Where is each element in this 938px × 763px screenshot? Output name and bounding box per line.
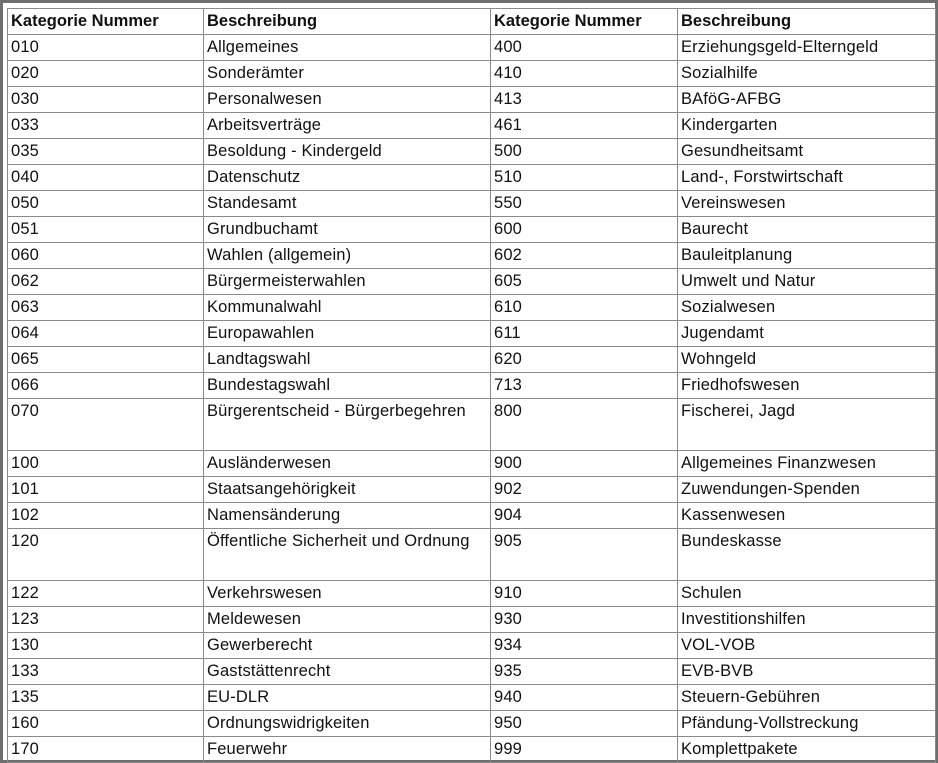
description-left: Staatsangehörigkeit xyxy=(204,477,491,503)
description-right: Investitionshilfen xyxy=(678,607,936,633)
category-number-left: 100 xyxy=(8,451,204,477)
description-right: Komplettpakete xyxy=(678,737,936,763)
category-number-left: 102 xyxy=(8,503,204,529)
table-row xyxy=(8,61,936,87)
category-number-left: 130 xyxy=(8,633,204,659)
description-left: EU-DLR xyxy=(204,685,491,711)
category-number-left: 050 xyxy=(8,191,204,217)
description-right: Pfändung-Vollstreckung xyxy=(678,711,936,737)
description-right: Gesundheitsamt xyxy=(678,139,936,165)
category-number-left: 033 xyxy=(8,113,204,139)
table-row xyxy=(8,113,936,139)
table-row xyxy=(8,217,936,243)
description-right: Bundeskasse xyxy=(678,529,936,581)
description-left: Wahlen (allgemein) xyxy=(204,243,491,269)
description-right: Vereinswesen xyxy=(678,191,936,217)
category-number-left: 123 xyxy=(8,607,204,633)
category-number-left: 051 xyxy=(8,217,204,243)
category-number-right: 930 xyxy=(491,607,678,633)
description-left: Gaststättenrecht xyxy=(204,659,491,685)
table-row xyxy=(8,659,936,685)
description-left: Arbeitsverträge xyxy=(204,113,491,139)
description-right: Baurecht xyxy=(678,217,936,243)
category-number-left: 062 xyxy=(8,269,204,295)
description-left: Ordnungswidrigkeiten xyxy=(204,711,491,737)
description-left: Gewerberecht xyxy=(204,633,491,659)
category-number-right: 461 xyxy=(491,113,678,139)
category-number-right: 950 xyxy=(491,711,678,737)
header-row xyxy=(8,9,936,35)
category-number-left: 040 xyxy=(8,165,204,191)
description-left: Besoldung - Kindergeld xyxy=(204,139,491,165)
table-row xyxy=(8,373,936,399)
category-number-right: 902 xyxy=(491,477,678,503)
category-number-right: 602 xyxy=(491,243,678,269)
table-row xyxy=(8,295,936,321)
category-number-right: 935 xyxy=(491,659,678,685)
description-right: Bauleitplanung xyxy=(678,243,936,269)
description-right: Steuern-Gebühren xyxy=(678,685,936,711)
category-number-right: 934 xyxy=(491,633,678,659)
category-number-left: 160 xyxy=(8,711,204,737)
category-number-right: 413 xyxy=(491,87,678,113)
category-number-right: 800 xyxy=(491,399,678,451)
category-number-right: 905 xyxy=(491,529,678,581)
table-row xyxy=(8,321,936,347)
table-row xyxy=(8,347,936,373)
category-number-left: 035 xyxy=(8,139,204,165)
category-number-right: 400 xyxy=(491,35,678,61)
table-row xyxy=(8,399,936,451)
description-left: Öffentliche Sicherheit und Ordnung xyxy=(204,529,491,581)
category-number-left: 064 xyxy=(8,321,204,347)
category-number-right: 904 xyxy=(491,503,678,529)
description-right: Zuwendungen-Spenden xyxy=(678,477,936,503)
table-row xyxy=(8,685,936,711)
description-right: Erziehungsgeld-Elterngeld xyxy=(678,35,936,61)
description-right: Schulen xyxy=(678,581,936,607)
category-number-left: 135 xyxy=(8,685,204,711)
table-row xyxy=(8,503,936,529)
description-left: Bürgermeisterwahlen xyxy=(204,269,491,295)
description-right: Allgemeines Finanzwesen xyxy=(678,451,936,477)
category-number-left: 122 xyxy=(8,581,204,607)
category-number-right: 600 xyxy=(491,217,678,243)
table-row xyxy=(8,711,936,737)
description-right: BAföG-AFBG xyxy=(678,87,936,113)
description-left: Namensänderung xyxy=(204,503,491,529)
header-category-number-right: Kategorie Nummer xyxy=(491,9,678,35)
description-left: Ausländerwesen xyxy=(204,451,491,477)
category-number-right: 900 xyxy=(491,451,678,477)
table-row xyxy=(8,191,936,217)
category-number-left: 020 xyxy=(8,61,204,87)
description-right: Fischerei, Jagd xyxy=(678,399,936,451)
category-number-right: 713 xyxy=(491,373,678,399)
description-left: Datenschutz xyxy=(204,165,491,191)
description-right: Land-, Forstwirtschaft xyxy=(678,165,936,191)
category-number-right: 610 xyxy=(491,295,678,321)
description-left: Bundestagswahl xyxy=(204,373,491,399)
table-row xyxy=(8,451,936,477)
table-row xyxy=(8,139,936,165)
table-row xyxy=(8,607,936,633)
description-right: EVB-BVB xyxy=(678,659,936,685)
description-left: Standesamt xyxy=(204,191,491,217)
table-row xyxy=(8,35,936,61)
category-number-left: 030 xyxy=(8,87,204,113)
description-right: Wohngeld xyxy=(678,347,936,373)
table-row xyxy=(8,87,936,113)
description-right: Sozialwesen xyxy=(678,295,936,321)
description-left: Allgemeines xyxy=(204,35,491,61)
category-table xyxy=(7,8,936,763)
description-left: Sonderämter xyxy=(204,61,491,87)
table-row xyxy=(8,737,936,763)
description-left: Kommunalwahl xyxy=(204,295,491,321)
description-left: Landtagswahl xyxy=(204,347,491,373)
category-number-left: 066 xyxy=(8,373,204,399)
category-number-right: 620 xyxy=(491,347,678,373)
category-number-left: 133 xyxy=(8,659,204,685)
category-number-left: 065 xyxy=(8,347,204,373)
description-left: Grundbuchamt xyxy=(204,217,491,243)
table-row xyxy=(8,165,936,191)
category-number-left: 101 xyxy=(8,477,204,503)
category-number-right: 500 xyxy=(491,139,678,165)
description-right: Kindergarten xyxy=(678,113,936,139)
description-right: Umwelt und Natur xyxy=(678,269,936,295)
description-left: Europawahlen xyxy=(204,321,491,347)
category-number-left: 010 xyxy=(8,35,204,61)
category-number-right: 611 xyxy=(491,321,678,347)
table-row xyxy=(8,269,936,295)
table-row xyxy=(8,529,936,581)
header-category-number-left: Kategorie Nummer xyxy=(8,9,204,35)
header-description-left: Beschreibung xyxy=(204,9,491,35)
category-number-right: 550 xyxy=(491,191,678,217)
table-row xyxy=(8,581,936,607)
category-number-right: 605 xyxy=(491,269,678,295)
category-number-right: 410 xyxy=(491,61,678,87)
table-row xyxy=(8,477,936,503)
description-left: Meldewesen xyxy=(204,607,491,633)
category-number-left: 070 xyxy=(8,399,204,451)
header-description-right: Beschreibung xyxy=(678,9,936,35)
description-left: Verkehrswesen xyxy=(204,581,491,607)
description-right: Jugendamt xyxy=(678,321,936,347)
category-number-right: 999 xyxy=(491,737,678,763)
description-right: Sozialhilfe xyxy=(678,61,936,87)
category-number-right: 510 xyxy=(491,165,678,191)
category-number-right: 910 xyxy=(491,581,678,607)
category-number-left: 170 xyxy=(8,737,204,763)
description-left: Personalwesen xyxy=(204,87,491,113)
description-left: Feuerwehr xyxy=(204,737,491,763)
table-row xyxy=(8,243,936,269)
category-number-right: 940 xyxy=(491,685,678,711)
category-number-left: 120 xyxy=(8,529,204,581)
description-right: Kassenwesen xyxy=(678,503,936,529)
description-right: VOL-VOB xyxy=(678,633,936,659)
table-body xyxy=(8,35,936,763)
category-number-left: 060 xyxy=(8,243,204,269)
category-number-left: 063 xyxy=(8,295,204,321)
table-row xyxy=(8,633,936,659)
description-left: Bürgerentscheid - Bürgerbegehren xyxy=(204,399,491,451)
description-right: Friedhofswesen xyxy=(678,373,936,399)
